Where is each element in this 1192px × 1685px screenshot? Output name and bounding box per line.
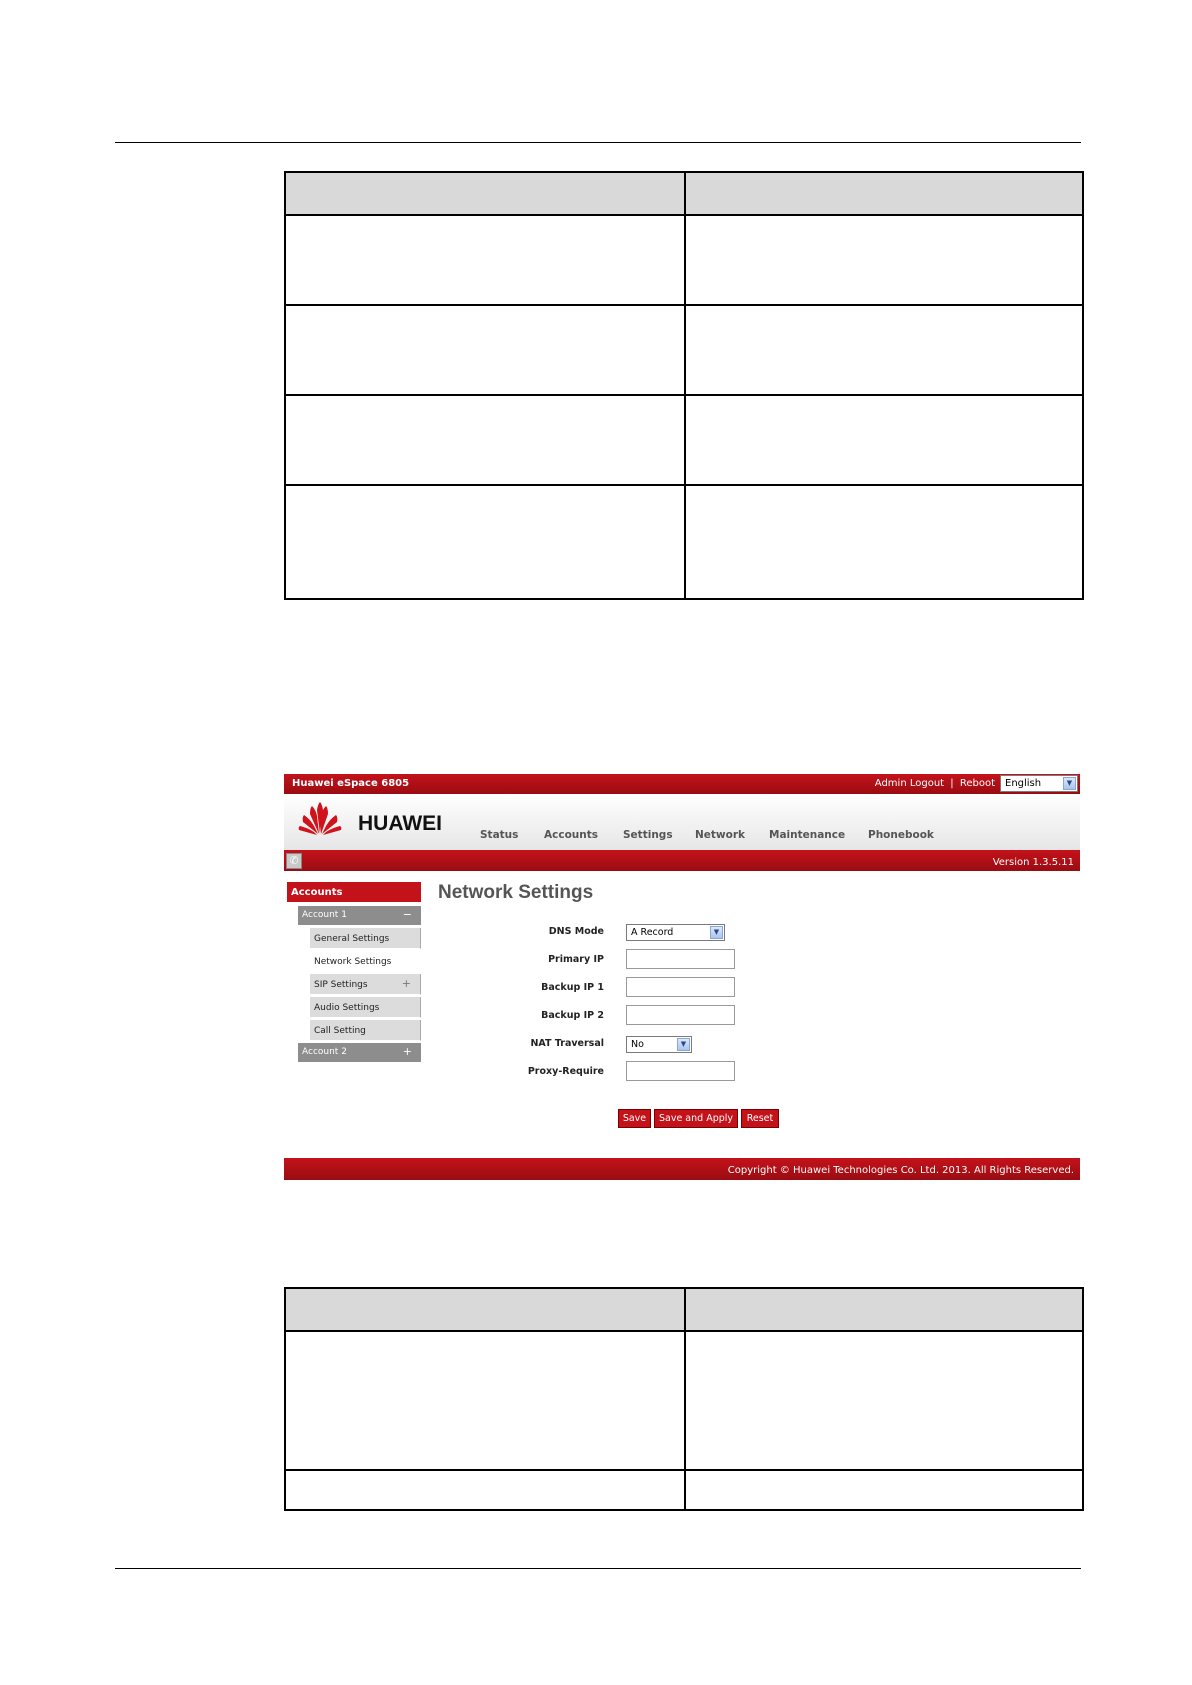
- nav-phonebook[interactable]: Phonebook: [868, 829, 934, 841]
- sidebar-item-label: Account 1: [302, 910, 347, 920]
- dns-mode-label: DNS Mode: [548, 926, 604, 937]
- sidebar-item-account-2[interactable]: [298, 1043, 421, 1062]
- table-header-cell: [285, 1288, 685, 1331]
- table-cell: [285, 485, 685, 599]
- language-value: English: [1005, 778, 1042, 789]
- top-bar: [284, 774, 1080, 794]
- save-and-apply-button[interactable]: Save and Apply: [654, 1109, 738, 1128]
- table-cell: [685, 1331, 1083, 1470]
- huawei-petal-icon: [298, 802, 342, 836]
- backup-ip2-label: Backup IP 2: [541, 1010, 604, 1021]
- nav-accounts[interactable]: Accounts: [544, 829, 599, 841]
- sidebar-item-sip-settings[interactable]: [310, 974, 421, 995]
- huawei-logo: [298, 802, 442, 838]
- footer-rule: [115, 1568, 1081, 1569]
- table-cell: [685, 215, 1083, 305]
- top-links: [875, 778, 995, 789]
- table-cell: [685, 305, 1083, 395]
- chevron-down-icon: ▼: [710, 926, 723, 939]
- header: [284, 794, 1080, 850]
- phone-icon[interactable]: ✆: [286, 853, 302, 869]
- nav-status[interactable]: Status: [480, 829, 519, 841]
- device-title: Huawei eSpace 6805: [292, 778, 410, 789]
- version-label: Version 1.3.5.11: [992, 857, 1074, 868]
- sidebar-item-label: SIP Settings: [314, 980, 368, 990]
- table-cell: [285, 1470, 685, 1510]
- proxy-require-input[interactable]: [626, 1061, 735, 1081]
- save-button[interactable]: Save: [618, 1109, 651, 1128]
- sidebar-item-account-1[interactable]: [298, 906, 421, 925]
- table-header-cell: [685, 172, 1083, 215]
- logo-wordmark: HUAWEI: [358, 812, 442, 835]
- sidebar-item-general-settings[interactable]: General Settings: [310, 928, 421, 949]
- table-cell: [685, 1470, 1083, 1510]
- chevron-down-icon: ▼: [677, 1038, 690, 1051]
- parameter-table-bottom: [284, 1287, 1084, 1511]
- parameter-table-top: [284, 171, 1084, 600]
- page-title: Network Settings: [438, 882, 594, 903]
- dns-mode-value: A Record: [631, 927, 674, 938]
- copyright-text: Copyright © Huawei Technologies Co. Ltd. 2013. All Rights Reserved.: [727, 1165, 1074, 1176]
- nav-settings[interactable]: Settings: [623, 829, 673, 841]
- nav-maintenance[interactable]: Maintenance: [769, 829, 846, 841]
- collapse-icon[interactable]: −: [402, 908, 412, 921]
- nat-traversal-label: NAT Traversal: [530, 1038, 604, 1049]
- reboot-link[interactable]: Reboot: [959, 778, 995, 789]
- sidebar-item-network-settings[interactable]: Network Settings: [310, 951, 421, 972]
- expand-icon[interactable]: +: [401, 977, 411, 990]
- copyright-bar: [284, 1158, 1080, 1180]
- nav-network[interactable]: Network: [695, 829, 746, 841]
- table-cell: [285, 215, 685, 305]
- header-rule: [115, 142, 1081, 143]
- sidebar-accounts[interactable]: Accounts: [287, 882, 421, 902]
- dns-mode-select[interactable]: [626, 924, 725, 941]
- table-cell: [285, 305, 685, 395]
- table-cell: [685, 395, 1083, 485]
- sub-header-bar: [284, 850, 1080, 871]
- nat-traversal-select[interactable]: [626, 1036, 692, 1053]
- chevron-down-icon: ▼: [1063, 777, 1076, 790]
- table-header-cell: [285, 172, 685, 215]
- proxy-require-label: Proxy-Require: [527, 1066, 604, 1077]
- table-cell: [285, 395, 685, 485]
- reset-button[interactable]: Reset: [741, 1109, 779, 1128]
- table-header-cell: [685, 1288, 1083, 1331]
- backup-ip1-label: Backup IP 1: [541, 982, 604, 993]
- web-ui-screenshot: [284, 774, 1080, 1180]
- expand-icon[interactable]: +: [402, 1045, 412, 1058]
- link-separator: |: [950, 778, 954, 789]
- sidebar-item-label: Account 2: [302, 1047, 347, 1057]
- language-select[interactable]: [1000, 775, 1078, 792]
- primary-ip-input[interactable]: [626, 949, 735, 969]
- table-cell: [285, 1331, 685, 1470]
- table-cell: [685, 485, 1083, 599]
- backup-ip2-input[interactable]: [626, 1005, 735, 1025]
- sidebar-item-call-setting[interactable]: Call Setting: [310, 1020, 421, 1041]
- backup-ip1-input[interactable]: [626, 977, 735, 997]
- admin-logout-link[interactable]: Admin Logout: [874, 778, 945, 789]
- primary-ip-label: Primary IP: [548, 954, 604, 965]
- sidebar-item-audio-settings[interactable]: Audio Settings: [310, 997, 421, 1018]
- nat-traversal-value: No: [631, 1039, 644, 1050]
